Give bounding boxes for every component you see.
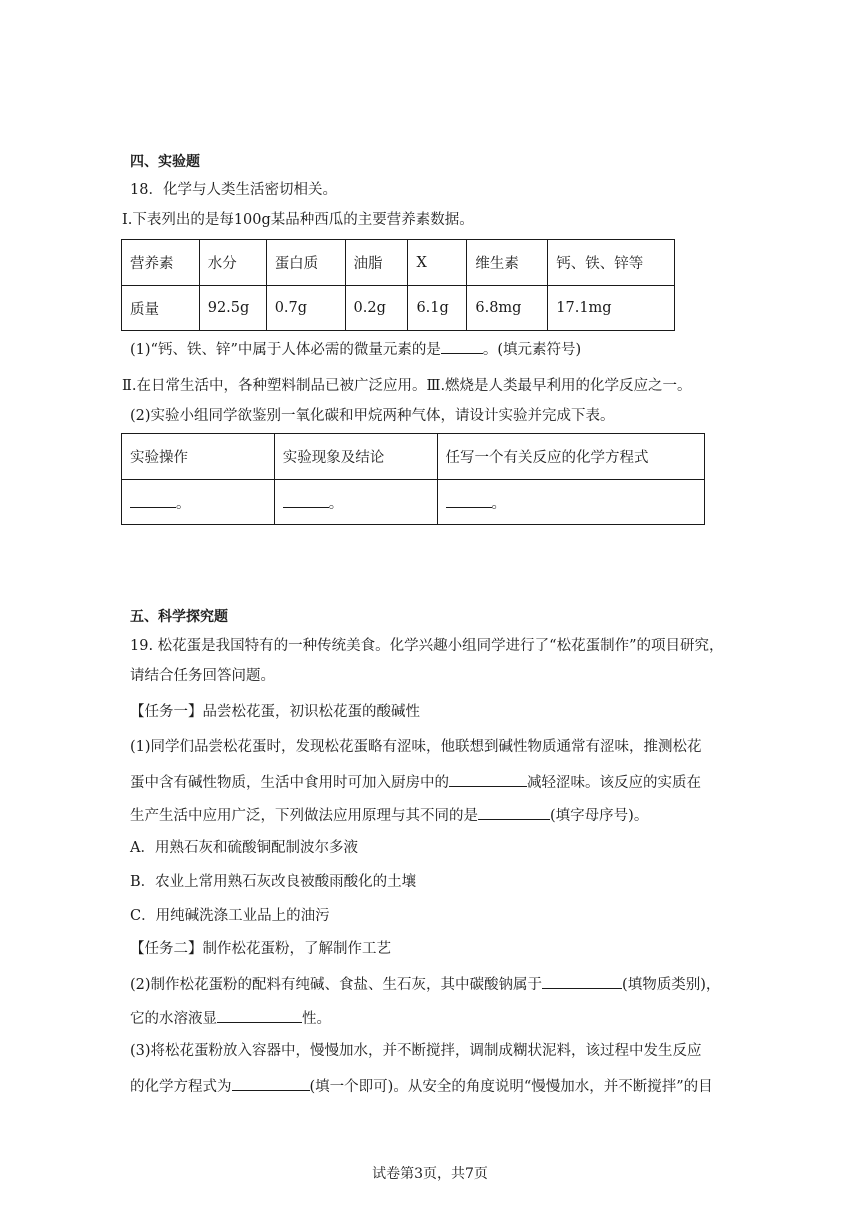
table-row-label: 质量	[122, 286, 200, 331]
q19-p1-line3-suffix: (填字母序号)。	[550, 808, 649, 824]
table-header-cell: 营养素	[122, 240, 200, 286]
answer-blank[interactable]	[542, 973, 622, 989]
answer-blank[interactable]	[217, 1007, 302, 1023]
page-footer: 试卷第3页，共7页	[372, 1166, 488, 1182]
answer-blank[interactable]	[446, 492, 492, 508]
q19-p2-line1	[130, 973, 720, 995]
section-five-title: 五、科学探究题	[130, 609, 228, 625]
q19-p2-line2	[130, 1007, 331, 1029]
q18-part2-3: Ⅱ.在日常生活中，各种塑料制品已被广泛应用。Ⅲ.燃烧是人类最早利用的化学反应之一。	[122, 378, 692, 394]
table-header-cell: 实验现象及结论	[274, 434, 437, 480]
section-four-title: 四、实验题	[130, 154, 200, 170]
q19-option-b: B．农业上常用熟石灰改良被酸雨酸化的土壤	[130, 874, 417, 890]
table-header-cell: 维生素	[467, 240, 548, 286]
table-header-cell: 油脂	[345, 240, 408, 286]
table-cell	[274, 480, 437, 525]
q18-sub1	[130, 338, 581, 360]
q19-option-c: C．用纯碱洗涤工业品上的油污	[130, 908, 330, 924]
q19-p3-line2	[130, 1075, 713, 1097]
q18-sub1-text: (1)“钙、铁、锌”中属于人体必需的微量元素的是	[130, 342, 441, 358]
q18-sub1-suffix: 。(填元素符号)	[482, 342, 582, 358]
q19-task2: 【任务二】制作松花蛋粉，了解制作工艺	[130, 941, 391, 957]
nutrient-value-row	[122, 286, 675, 331]
experiment-header-row	[122, 434, 705, 480]
table-cell	[437, 480, 705, 525]
table-cell: 6.8mg	[467, 286, 548, 331]
answer-blank[interactable]	[441, 338, 483, 354]
table-cell	[122, 480, 275, 525]
answer-blank[interactable]	[449, 771, 527, 787]
table-cell: 17.1mg	[548, 286, 675, 331]
q19-p1-line1: (1)同学们品尝松花蛋时，发现松花蛋略有涩味，他联想到碱性物质通常有涩味，推测松花	[130, 739, 702, 755]
q18-part1-intro: Ⅰ.下表列出的是每100g某品种西瓜的主要营养素数据。	[122, 212, 474, 228]
answer-blank[interactable]	[478, 804, 550, 820]
q19-p1-line3-text: 生产生活中应用广泛，下列做法应用原理与其不同的是	[130, 808, 478, 824]
nutrient-table	[121, 239, 675, 331]
cell-suffix: 。	[176, 495, 191, 512]
table-cell: 92.5g	[199, 286, 266, 331]
q19-p1-line2-text: 蛋中含有碱性物质，生活中食用时可加入厨房中的	[130, 775, 449, 791]
cell-suffix: 。	[491, 495, 506, 512]
q19-option-a: A．用熟石灰和硫酸铜配制波尔多液	[130, 840, 358, 856]
q19-task1: 【任务一】品尝松花蛋，初识松花蛋的酸碱性	[130, 704, 420, 720]
q19-p1-line2-suffix: 减轻涩味。该反应的实质在	[527, 775, 701, 791]
table-header-cell: 钙、铁、锌等	[548, 240, 675, 286]
table-cell: 6.1g	[408, 286, 467, 331]
table-cell: 0.2g	[345, 286, 408, 331]
q19-p2-line1-text: (2)制作松花蛋粉的配料有纯碱、食盐、生石灰，其中碳酸钠属于	[130, 977, 543, 993]
table-cell: 0.7g	[266, 286, 345, 331]
experiment-table	[121, 433, 705, 525]
answer-blank[interactable]	[232, 1075, 310, 1091]
q19-p3-line1: (3)将松花蛋粉放入容器中，慢慢加水，并不断搅拌，调制成糊状泥料，该过程中发生反应	[130, 1043, 702, 1059]
q19-p2-line2-text: 它的水溶液显	[130, 1011, 217, 1027]
table-header-cell: 水分	[199, 240, 266, 286]
q19-p1-line3	[130, 804, 648, 826]
q19-stem-line1: 19. 松花蛋是我国特有的一种传统美食。化学兴趣小组同学进行了“松花蛋制作”的项目研究，	[130, 638, 724, 654]
q18-stem: 18．化学与人类生活密切相关。	[130, 182, 337, 198]
experiment-answer-row	[122, 480, 705, 525]
table-header-cell: 任写一个有关反应的化学方程式	[437, 434, 705, 480]
answer-blank[interactable]	[283, 492, 329, 508]
cell-suffix: 。	[328, 495, 344, 512]
table-header-cell: 实验操作	[122, 434, 275, 480]
q19-p1-line2	[130, 771, 701, 793]
q19-p2-line1-suffix: (填物质类别)，	[622, 977, 721, 993]
q19-p3-line2-text: 的化学方程式为	[130, 1079, 232, 1095]
q19-p3-line2-suffix: (填一个即可)。从安全的角度说明“慢慢加水，并不断搅拌”的目	[309, 1079, 713, 1095]
q19-p2-line2-suffix: 性。	[302, 1011, 331, 1027]
q19-stem-line2: 请结合任务回答问题。	[130, 668, 275, 684]
q18-sub2: (2)实验小组同学欲鉴别一氧化碳和甲烷两种气体，请设计实验并完成下表。	[130, 408, 615, 424]
nutrient-header-row	[122, 240, 675, 286]
table-header-cell: X	[408, 240, 467, 286]
answer-blank[interactable]	[130, 492, 176, 508]
table-header-cell: 蛋白质	[266, 240, 345, 286]
